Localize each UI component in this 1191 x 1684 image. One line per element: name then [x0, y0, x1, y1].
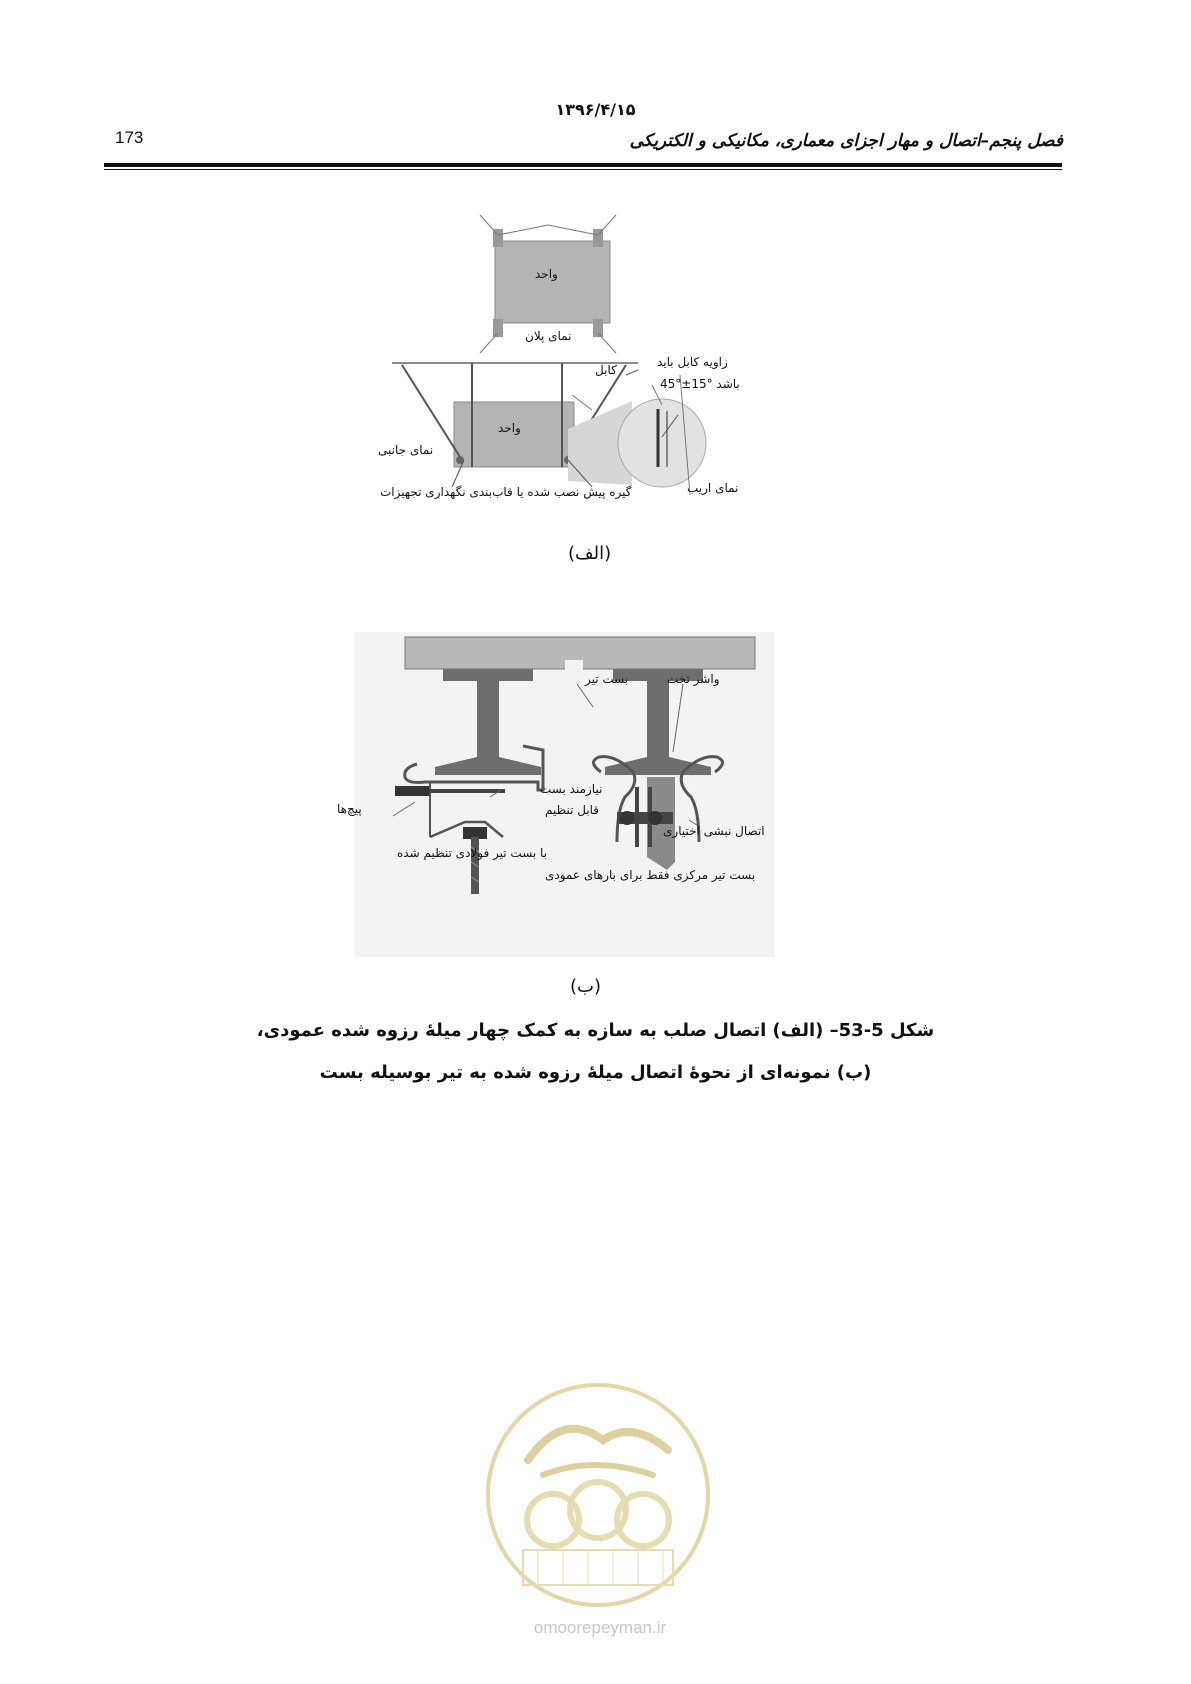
header-rule-thin — [104, 169, 1062, 170]
figure-b — [337, 632, 775, 957]
flat-washer-label: واشر تخت — [667, 672, 720, 686]
bottom-note-label: گیره پیش نصب شده یا قاب‌بندی نگهداری تجهیزات — [380, 485, 632, 499]
angle-connection-label: اتصال نبشی اختیاری — [663, 824, 765, 838]
angle-note-line2: 45°±15° باشد — [660, 377, 740, 391]
watermark-logo — [483, 1380, 713, 1610]
plan-unit-label: واحد — [535, 267, 558, 281]
bolts-label: پیچ‌ها — [337, 802, 362, 816]
chapter-title: فصل پنجم–اتصال و مهار اجزای معماری، مکانیکی و الکتریکی — [629, 131, 1063, 151]
needs-clamp-label: نیازمند بست — [540, 782, 603, 796]
figure-b-sublabel: (ب) — [570, 976, 602, 997]
oblique-view-label: نمای اریب — [687, 481, 739, 495]
adjustable-label: قابل تنظیم — [545, 803, 600, 817]
center-clamp-note: بست تیر مرکزی فقط برای بارهای عمودی — [545, 868, 756, 882]
side-view-label: نمای جانبی — [378, 443, 434, 457]
cable-label: کابل — [595, 363, 617, 377]
steel-clamp-note: با بست تیر فولادی تنظیم شده — [397, 846, 548, 860]
side-unit-label: واحد — [498, 421, 521, 435]
figure-a — [378, 205, 802, 550]
beam-clamp-label: بست تیر — [585, 672, 629, 686]
figure-caption-line1: شکل 5-53– (الف) اتصال صلب به سازه به کمک چهار میلۀ رزوه شده عمودی، — [256, 1020, 935, 1041]
figure-caption-line2: (ب) نمونه‌ای از نحوۀ اتصال میلۀ رزوه شده به تیر بوسیله بست — [319, 1062, 872, 1083]
header-date: ۱۳۹۶/۴/۱۵ — [555, 100, 636, 119]
header-rule-thick — [104, 163, 1062, 167]
plan-view-label: نمای پلان — [525, 329, 572, 343]
page-number: 173 — [115, 128, 144, 147]
angle-note-line1: زاویه کابل باید — [657, 355, 728, 369]
watermark-url: omoorepeyman.ir — [533, 1618, 667, 1637]
figure-a-sublabel: (الف) — [568, 543, 612, 564]
watermark-seal-icon — [483, 1380, 713, 1610]
